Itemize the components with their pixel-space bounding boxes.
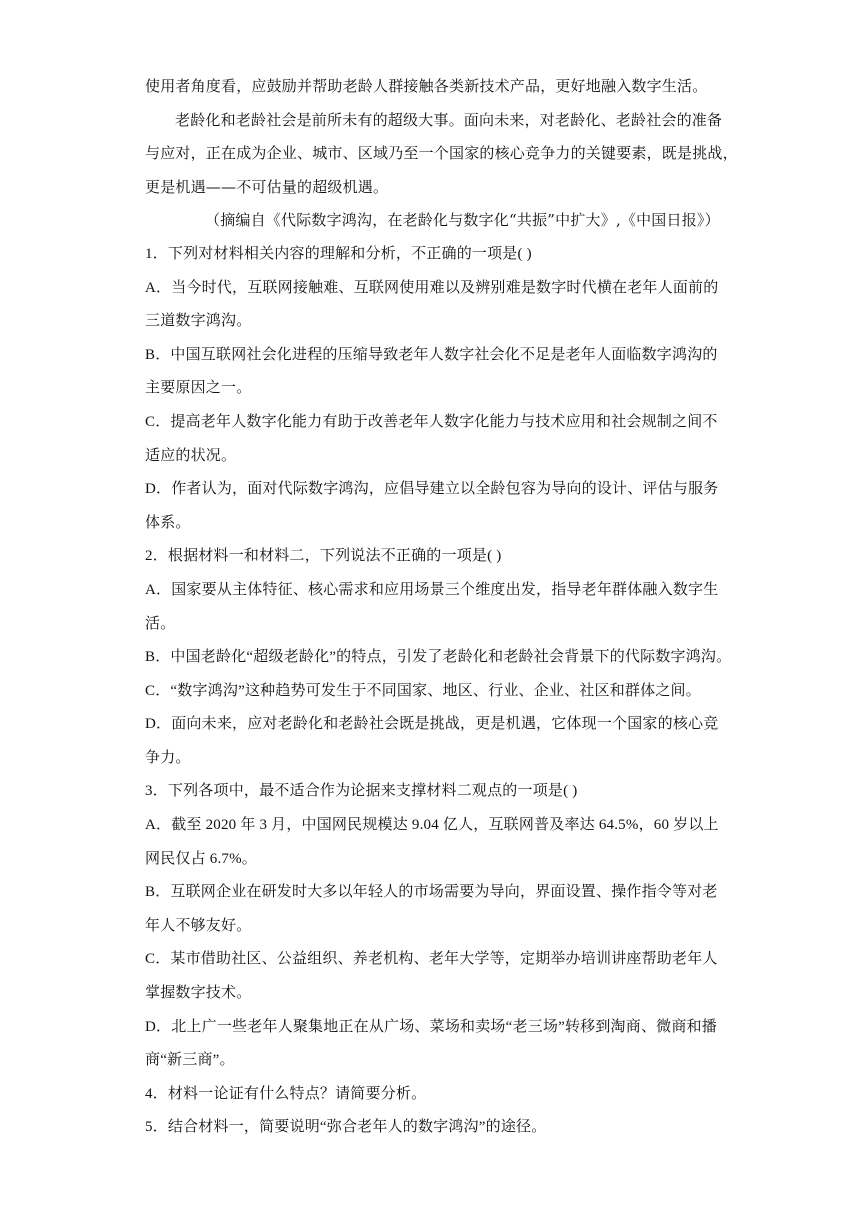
- option-a-line: 网民仅占 6.7%。: [145, 850, 257, 867]
- option-c-line: 适应的状况。: [145, 447, 237, 464]
- material-passage: [145, 70, 738, 238]
- question-2: [145, 540, 732, 775]
- option-b-line: 年人不够友好。: [145, 917, 252, 934]
- source-citation: （摘编自《代际数字鸿沟，在老龄化与数字化“共振”中扩大》,《中国日报》）: [205, 211, 720, 230]
- option-c-line: C．提高老年人数字化能力有助于改善老年人数字化能力与技术应用和社会规制之间不: [145, 413, 718, 430]
- question-stem: 3．下列各项中，最不适合作为论据来支撑材料二观点的一项是( ): [145, 783, 578, 800]
- option-d-line: D．北上广一些老年人聚集地正在从广场、菜场和卖场“老三场”转移到淘商、微商和播: [145, 1018, 717, 1035]
- question-stem: 2．根据材料一和材料二，下列说法不正确的一项是( ): [145, 548, 502, 565]
- question-stem: 4．材料一论证有什么特点？请简要分析。: [145, 1085, 427, 1102]
- option-d-line: D．面向未来，应对老龄化和老龄社会既是挑战，更是机遇，它体现一个国家的核心竞: [145, 716, 719, 733]
- option-c-line: C．某市借助社区、公益组织、养老机构、老年大学等，定期举办培训讲座帮助老年人: [145, 951, 718, 968]
- passage-line: 与应对，正在成为企业、城市、区域乃至一个国家的核心竞争力的关键要素，既是挑战，: [145, 144, 738, 163]
- option-a-line: A．截至 2020 年 3 月，中国网民规模达 9.04 亿人，互联网普及率达 64.5%，60 岁以上: [145, 817, 719, 834]
- option-a-line: 三道数字鸿沟。: [145, 313, 252, 330]
- option-b-line: B．中国老龄化“超级老龄化”的特点，引发了老龄化和老龄社会背景下的代际数字鸿沟。: [145, 649, 732, 666]
- option-a-line: A．国家要从主体特征、核心需求和应用场景三个维度出发，指导老年群体融入数字生: [145, 581, 719, 598]
- passage-line: 老龄化和老龄社会是前所未有的超级大事。面向未来，对老龄化、老龄社会的准备: [175, 110, 723, 129]
- option-d-line: 商“新三商”。: [145, 1052, 235, 1069]
- question-stem: 5．结合材料一，简要说明“弥合老年人的数字鸿沟”的途径。: [145, 1119, 547, 1136]
- question-4: [145, 1078, 720, 1112]
- passage-line: 更是机遇——不可估量的超级机遇。: [145, 177, 389, 196]
- option-d-line: D．作者认为，面对代际数字鸿沟，应倡导建立以全龄包容为导向的设计、评估与服务: [145, 481, 719, 498]
- option-b-line: 主要原因之一。: [145, 380, 252, 397]
- option-d-line: 体系。: [145, 514, 191, 531]
- question-stem: 1．下列对材料相关内容的理解和分析，不正确的一项是( ): [145, 245, 532, 262]
- question-1: [145, 238, 720, 540]
- option-b-line: B．中国互联网社会化进程的压缩导致老年人数字社会化不足是老年人面临数字鸿沟的: [145, 346, 718, 363]
- option-d-line: 争力。: [145, 749, 191, 766]
- question-3: [145, 775, 720, 1077]
- option-a-line: 活。: [145, 615, 176, 632]
- option-c-line: C．“数字鸿沟”这种趋势可发生于不同国家、地区、行业、企业、社区和群体之间。: [145, 682, 701, 699]
- option-a-line: A．当今时代，互联网接触难、互联网使用难以及辨别难是数字时代横在老年人面前的: [145, 279, 719, 296]
- question-5: [145, 1111, 720, 1145]
- passage-line: 使用者角度看，应鼓励并帮助老龄人群接触各类新技术产品，更好地融入数字生活。: [145, 77, 708, 95]
- option-c-line: 掌握数字技术。: [145, 985, 252, 1002]
- exam-page: [145, 70, 738, 1145]
- option-b-line: B．互联网企业在研发时大多以年轻人的市场需要为导向，界面设置、操作指令等对老: [145, 884, 718, 901]
